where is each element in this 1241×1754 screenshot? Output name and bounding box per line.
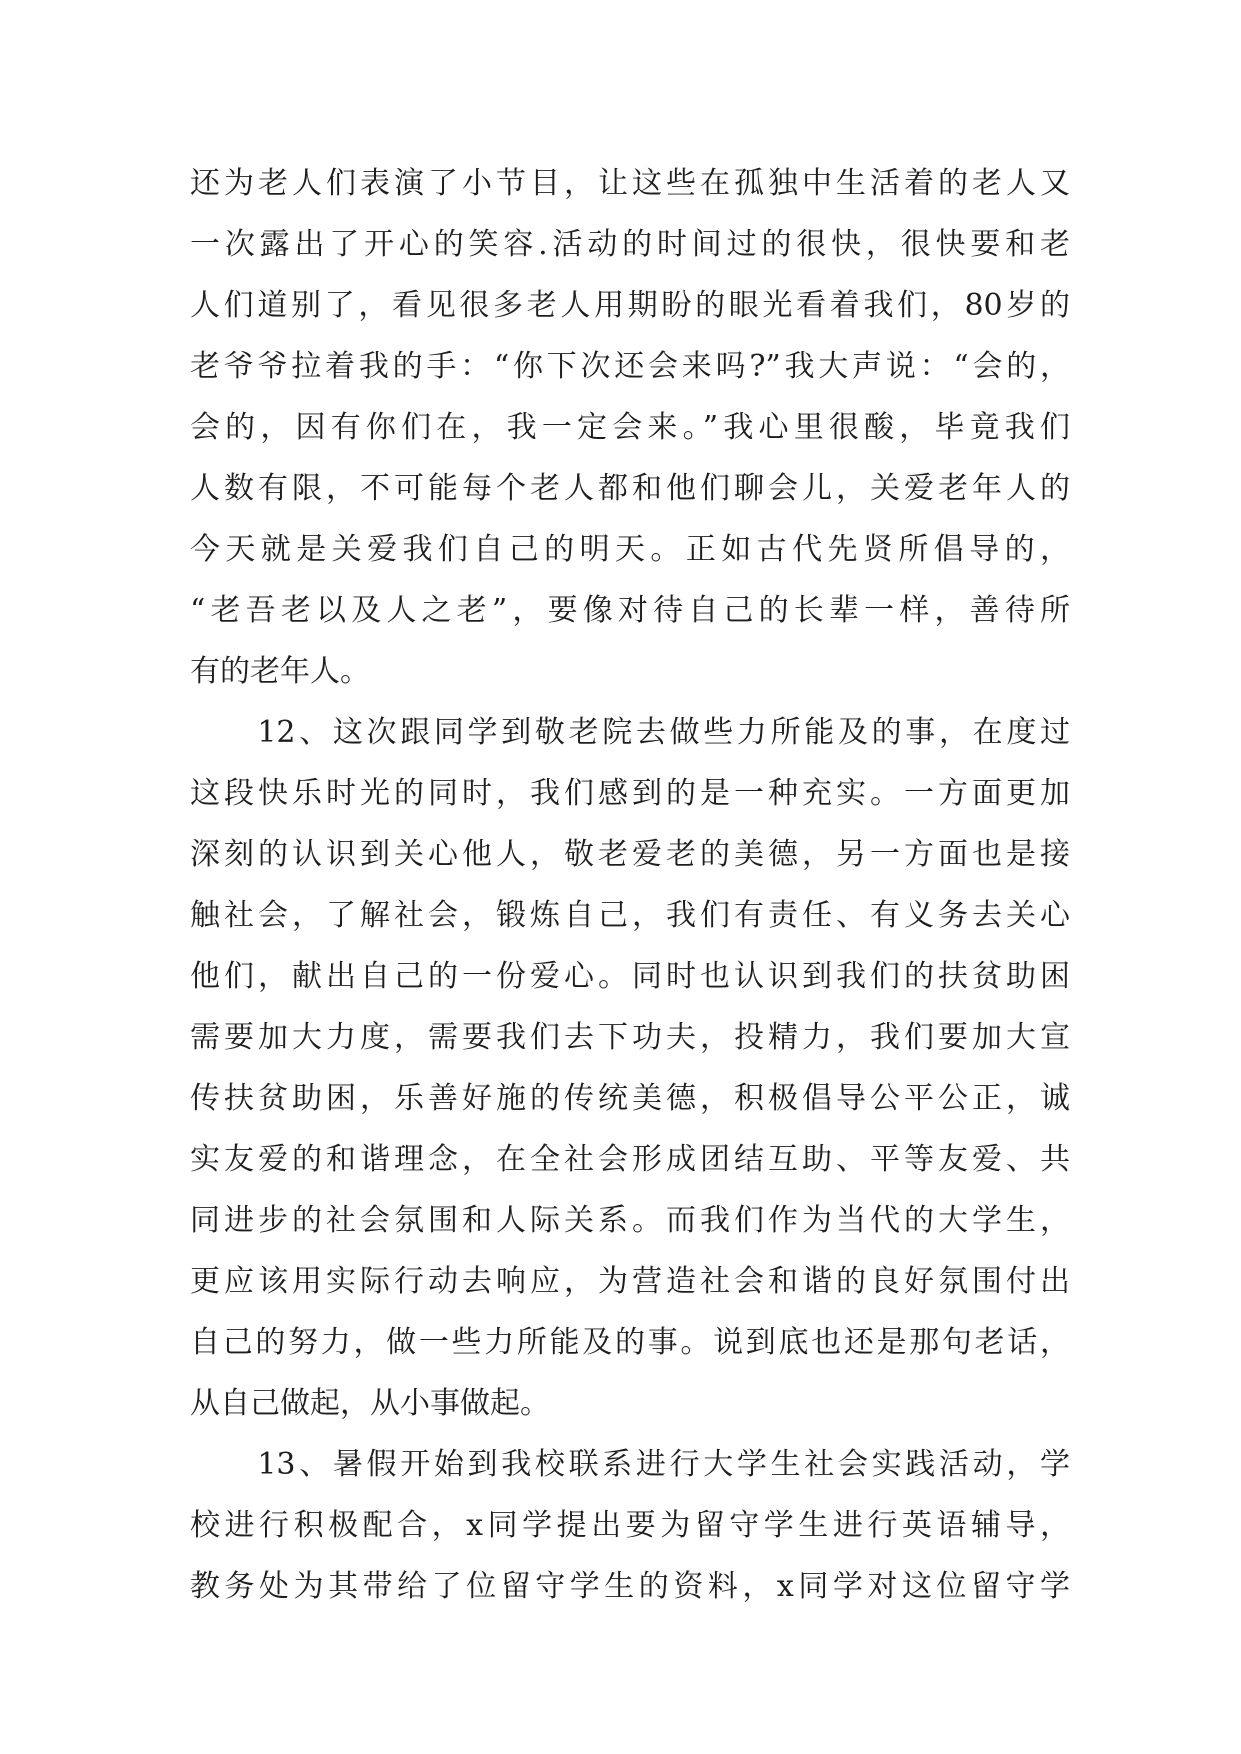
text-line: 这段快乐时光的同时，我们感到的是一种充实。一方面更加 (190, 776, 1070, 811)
text-line: 需要加大力度，需要我们去下功夫，投精力，我们要加大宣 (190, 1020, 1070, 1055)
text-line: 同进步的社会氛围和人际关系。而我们作为当代的大学生， (190, 1203, 1070, 1238)
text-line: 实友爱的和谐理念，在全社会形成团结互助、平等友爱、共 (190, 1142, 1070, 1177)
text-line: 一次露出了开心的笑容.活动的时间过的很快，很快要和老 (190, 227, 1070, 262)
text-line: 今天就是关爱我们自己的明天。正如古代先贤所倡导的， (190, 532, 1070, 567)
paragraph-end-line: 有的老年人。 (190, 654, 370, 689)
text-line: 人数有限，不可能每个老人都和他们聊会儿，关爱老年人的 (190, 471, 1070, 506)
text-line: “老吾老以及人之老”，要像对待自己的长辈一样，善待所 (190, 593, 1070, 628)
body-text (190, 153, 1070, 1617)
paragraph-13-first-line: 13、暑假开始到我校联系进行大学生社会实践活动，学 (190, 1447, 1070, 1482)
text-line: 他们，献出自己的一份爱心。同时也认识到我们的扶贫助困 (190, 959, 1070, 994)
text-line: 会的，因有你们在，我一定会来。”我心里很酸，毕竟我们 (190, 410, 1070, 445)
text-line: 还为老人们表演了小节目，让这些在孤独中生活着的老人又 (190, 166, 1070, 201)
text-line: 校进行积极配合，x同学提出要为留守学生进行英语辅导， (190, 1508, 1070, 1543)
text-line: 老爷爷拉着我的手：“你下次还会来吗?”我大声说：“会的， (190, 349, 1070, 384)
text-line: 教务处为其带给了位留守学生的资料，x同学对这位留守学 (190, 1569, 1070, 1604)
text-line: 自己的努力，做一些力所能及的事。说到底也还是那句老话， (190, 1325, 1070, 1360)
text-line: 传扶贫助困，乐善好施的传统美德，积极倡导公平公正，诚 (190, 1081, 1070, 1116)
text-line: 触社会，了解社会，锻炼自己，我们有责任、有义务去关心 (190, 898, 1070, 933)
text-line: 人们道别了，看见很多老人用期盼的眼光看着我们，80岁的 (190, 288, 1070, 323)
text-line: 深刻的认识到关心他人，敬老爱老的美德，另一方面也是接 (190, 837, 1070, 872)
text-line: 更应该用实际行动去响应，为营造社会和谐的良好氛围付出 (190, 1264, 1070, 1299)
paragraph-end-line: 从自己做起，从小事做起。 (190, 1386, 550, 1421)
paragraph-12-first-line: 12、这次跟同学到敬老院去做些力所能及的事，在度过 (190, 715, 1070, 750)
